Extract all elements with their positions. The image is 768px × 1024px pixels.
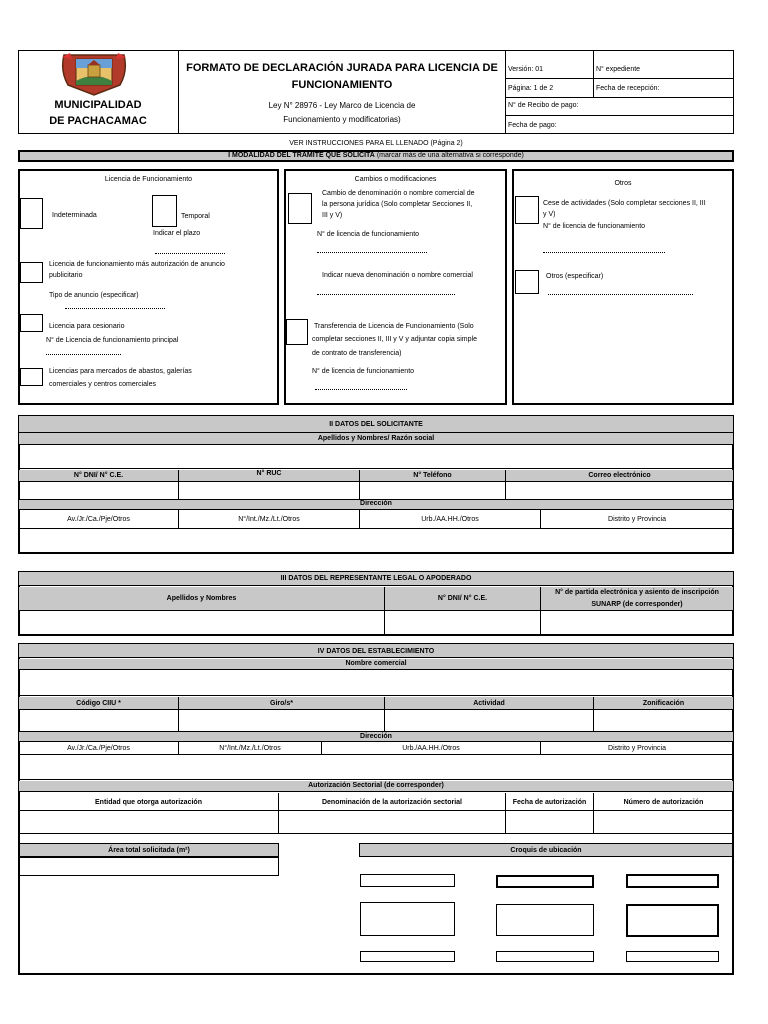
mercados-label-line2: comerciales y centros comerciales (49, 381, 156, 388)
rep-dni-field[interactable] (385, 612, 540, 635)
rep-dni-label: N° DNI/ N° C.E. (437, 595, 488, 602)
fecha-recepcion-label: Fecha de recepción: (596, 85, 660, 92)
partida-label-line2: SUNARP (de corresponder) (591, 601, 683, 608)
distrito-label: Distrito y Provincia (608, 516, 666, 523)
section3-title: III DATOS DEL REPRESENTANTE LEGAL O APODERADO (280, 575, 472, 582)
header-hline-3 (505, 115, 734, 116)
denominacion-label: Denominación de la autorización sectorial (321, 799, 463, 806)
cese-label-line1: Cese de actividades (Solo completar secciones II, III (543, 200, 706, 207)
cambios-nro-licencia2-label: N° de licencia de funcionamiento (312, 368, 415, 375)
section4-title: IV DATOS DEL ESTABLECIMIENTO (317, 648, 435, 655)
rep-apellidos-label: Apellidos y Nombres (166, 595, 237, 602)
nombre-comercial-label: Nombre comercial (345, 660, 407, 667)
entidad-field[interactable] (19, 811, 278, 833)
transferencia-label-line1: Transferencia de Licencia de Funcionamiento (Solo (314, 323, 474, 330)
cese-checkbox[interactable] (515, 196, 539, 224)
ruc-label: N° RUC (256, 470, 282, 477)
muni-name-line1: MUNICIPALIDAD (54, 99, 142, 111)
est-nro-label: N°/Int./Mz./Lt./Otros (219, 745, 281, 752)
denominacion-label-line3: III y V) (322, 212, 343, 219)
denominacion-field[interactable] (279, 811, 505, 833)
est-distrito-label: Distrito y Provincia (608, 745, 666, 752)
area-field[interactable] (19, 857, 279, 876)
law-line2: Funcionamiento y modificatorias) (283, 115, 401, 124)
numero-aut-label: Número de autorización (623, 799, 704, 806)
page-label: Página: 1 de 2 (508, 85, 554, 92)
direccion-field[interactable] (19, 529, 733, 553)
cambios-nro-licencia-field[interactable] (317, 252, 427, 253)
numero-aut-field[interactable] (594, 811, 733, 833)
transferencia-label-line3: de contrato de transferencia) (312, 350, 402, 357)
area-label: Área total solicitada (m²) (108, 847, 190, 854)
form-title-line2: FUNCIONAMIENTO (291, 79, 393, 91)
ruc-field[interactable] (179, 483, 359, 500)
cambios-nro-licencia-label: N° de licencia de funcionamiento (317, 231, 420, 238)
licencia-heading: Licencia de Funcionamiento (104, 176, 193, 183)
plazo-field[interactable] (155, 253, 225, 254)
denominacion-label-line1: Cambio de denominación o nombre comercial de (322, 190, 475, 197)
urb-label: Urb./AA.HH./Otros (421, 516, 479, 523)
actividad-label: Actividad (473, 700, 505, 707)
cambios-nro-licencia2-field[interactable] (315, 389, 407, 390)
croquis-block-4[interactable] (360, 902, 455, 936)
cambios-heading: Cambios o modificaciones (354, 176, 437, 183)
aut-row-bottom (19, 833, 733, 834)
fecha-aut-label: Fecha de autorización (512, 799, 587, 806)
fecha-aut-field[interactable] (506, 811, 593, 833)
temporal-label: Temporal (181, 213, 210, 220)
otros-heading: Otros (614, 180, 632, 187)
correo-label: Correo electrónico (588, 472, 651, 479)
anuncio-label-line1: Licencia de funcionamiento más autorización de anuncio (49, 261, 225, 268)
giro-label: Giro/s* (270, 700, 293, 707)
indeterminada-label: Indeterminada (52, 212, 97, 219)
partida-field[interactable] (541, 612, 733, 635)
zonificacion-field[interactable] (594, 711, 733, 731)
indicar-plazo-label: Indicar el plazo (153, 230, 201, 237)
dni-field[interactable] (19, 483, 178, 500)
nro-label: N°/Int./Mz./Lt./Otros (238, 516, 300, 523)
croquis-block-3[interactable] (626, 874, 719, 888)
ciiu-label: Código CIIU * (76, 700, 121, 707)
rep-apellidos-field[interactable] (19, 612, 384, 635)
denominacion-label-line2: la persona jurídica (Solo completar Secciones II, (322, 201, 473, 208)
cesionario-label: Licencia para cesionario (49, 323, 125, 330)
denominacion-checkbox[interactable] (288, 193, 312, 224)
section1-title-text: I MODALIDAD DEL TRÁMITE QUE SOLICITA (228, 152, 375, 159)
autorizacion-label: Autorización Sectorial (de corresponder) (308, 782, 444, 789)
mercados-checkbox[interactable] (20, 368, 43, 386)
temporal-checkbox[interactable] (152, 195, 177, 227)
transferencia-label-line2: completar secciones II, III y V y adjuntar copia simple (312, 336, 477, 343)
section2-title: II DATOS DEL SOLICITANTE (329, 421, 423, 428)
municipal-shield-logo (58, 51, 130, 97)
correo-field[interactable] (506, 483, 733, 500)
muni-name-line2: DE PACHACAMAC (49, 115, 147, 127)
ciiu-field[interactable] (19, 711, 178, 731)
nombre-comercial-field[interactable] (19, 671, 733, 696)
croquis-label: Croquis de ubicación (510, 847, 582, 854)
giro-field[interactable] (179, 711, 384, 731)
cesionario-checkbox[interactable] (20, 314, 43, 332)
tipo-anuncio-label: Tipo de anuncio (especificar) (49, 292, 139, 299)
header-hline-2 (505, 97, 734, 98)
anuncio-checkbox[interactable] (20, 262, 43, 283)
telefono-label: N° Teléfono (413, 472, 452, 479)
croquis-block-8[interactable] (496, 951, 594, 962)
version-label: Versión: 01 (508, 66, 544, 73)
nueva-denominacion-field[interactable] (317, 294, 455, 295)
direccion-label: Dirección (360, 500, 392, 507)
nueva-denominacion-label: Indicar nueva denominación o nombre comercial (322, 272, 473, 279)
otros-nro-licencia-label: N° de licencia de funcionamiento (543, 223, 646, 230)
header-divider-3 (593, 50, 594, 98)
nro-principal-label: N° de Licencia de funcionamiento principal (46, 337, 179, 344)
transferencia-checkbox[interactable] (286, 319, 308, 345)
est-av-label: Av./Jr./Ca./Pje/Otros (67, 745, 130, 752)
otros-especificar-field[interactable] (548, 294, 693, 295)
zonificacion-label: Zonificación (642, 700, 685, 707)
partida-label-line1: N° de partida electrónica y asiento de inscripción (555, 589, 719, 596)
header-hline-1 (505, 78, 734, 79)
section1-title-note: (marcar más de una alternativa si corresponde) (376, 152, 524, 159)
anuncio-label-line2: publicitario (49, 272, 83, 279)
croquis-block-5[interactable] (496, 904, 594, 936)
recibo-label: N° de Recibo de pago: (508, 102, 579, 109)
form-title-line1: FORMATO DE DECLARACIÓN JURADA PARA LICENCIA DE (186, 62, 498, 74)
entidad-label: Entidad que otorga autorización (95, 799, 202, 806)
mercados-label-line1: Licencias para mercados de abastos, galerías (49, 368, 192, 375)
indeterminada-checkbox[interactable] (20, 198, 43, 229)
nro-principal-field[interactable] (46, 354, 121, 355)
section1-title (18, 151, 734, 160)
croquis-block-9[interactable] (626, 951, 719, 962)
est-direccion-label: Dirección (360, 733, 392, 740)
est-urb-label: Urb./AA.HH./Otros (402, 745, 460, 752)
otros-especificar-label: Otros (especificar) (546, 273, 604, 280)
otros-checkbox[interactable] (515, 270, 539, 294)
fecha-pago-label: Fecha de pago: (508, 122, 557, 129)
law-line1: Ley N° 28976 - Ley Marco de Licencia de (268, 101, 416, 110)
apellidos-field[interactable] (19, 446, 733, 469)
header-divider-1 (178, 50, 179, 134)
croquis-block-2[interactable] (496, 875, 594, 888)
est-direccion-field[interactable] (19, 755, 733, 780)
croquis-block-6[interactable] (626, 904, 719, 937)
av-label: Av./Jr./Ca./Pje/Otros (67, 516, 130, 523)
dni-label: N° DNI/ N° C.E. (73, 472, 124, 479)
telefono-field[interactable] (360, 483, 505, 500)
croquis-block-7[interactable] (360, 951, 455, 962)
otros-nro-licencia-field[interactable] (543, 252, 665, 253)
croquis-block-1[interactable] (360, 874, 455, 887)
tipo-anuncio-field[interactable] (65, 308, 165, 309)
header-divider-2 (505, 50, 506, 134)
cese-label-line2: y V) (543, 211, 556, 218)
instructions-note: VER INSTRUCCIONES PARA EL LLENADO (Página 2) (289, 140, 463, 147)
expediente-label: N° expediente (596, 66, 641, 73)
apellidos-label: Apellidos y Nombres/ Razón social (317, 435, 435, 442)
actividad-field[interactable] (385, 711, 593, 731)
